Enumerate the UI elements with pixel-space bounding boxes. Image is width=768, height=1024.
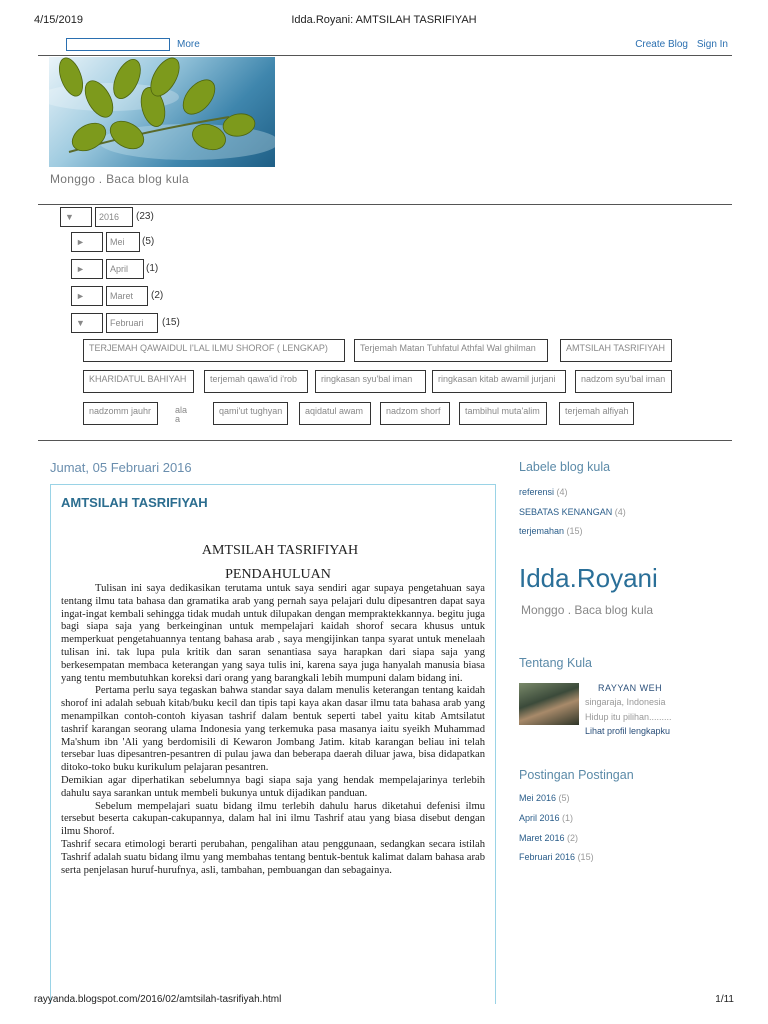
avatar[interactable] [519,683,579,725]
doc-title: AMTSILAH TASRIFIYAH [201,543,359,558]
year-toggle[interactable]: ▼ [60,207,92,227]
more-link[interactable]: More [177,39,200,50]
print-page-number: 1/11 [715,994,734,1005]
label-link[interactable]: referensi (4) [519,487,568,497]
archive-month-count: (1) [146,263,159,274]
archive-month-link[interactable]: April [106,259,144,279]
post-paragraph: Demikian agar diperhatikan sebelumnya bagi siapa saja yang hendak mempelajarinya terlebih dahulu saya sarankan untuk membeli bukunya untuk dijadikan panduan. [61,774,485,799]
print-title: Idda.Royani: AMTSILAH TASRIFIYAH [291,14,477,26]
archive-year-count: (23) [136,211,154,222]
archive-post-link[interactable]: nadzomm jauhr [83,402,158,425]
archive-heading: Postingan Postingan [519,768,634,782]
archive-post-link[interactable]: terjemah alfiyah [559,402,634,425]
month-toggle[interactable]: ▼ [71,313,103,333]
month-toggle[interactable]: ► [71,286,103,306]
archive-month-link[interactable]: Maret [106,286,148,306]
archive-post-link[interactable]: KHARIDATUL BAHIYAH [83,370,194,393]
create-blog-link[interactable]: Create Blog [635,39,688,50]
archive-post-link[interactable]: aqidatul awam [299,402,371,425]
print-date: 4/15/2019 [34,14,83,26]
sidebar-archive-link[interactable]: Februari 2016 (15) [519,852,594,862]
divider [38,204,732,205]
blogger-navbar [34,36,732,54]
header-leaf-image[interactable] [49,57,275,167]
doc-subtitle: PENDAHULUAN [225,567,331,582]
archive-post-link[interactable]: ala a [170,402,188,440]
sidebar-archive-link[interactable]: Maret 2016 (2) [519,833,579,843]
archive-post-link[interactable]: TERJEMAH QAWAIDUL I'LAL ILMU SHOROF ( LENGKAP) [83,339,345,362]
archive-post-link[interactable]: nadzom syu'bal iman [575,370,672,393]
blog-description: Monggo . Baca blog kula [521,603,654,617]
archive-post-link[interactable]: AMTSILAH TASRIFIYAH [560,339,672,362]
post-paragraph: Tashrif secara etimologi berarti perubahan, pengalihan atau penggunaan, sedangkan secara istilah Tashrif adalah suatu bidang ilmu yang membahas tentang bentuk-bentuk kalimat dalam bahasa arab serta penjelasan huruf-hurufnya, asli, tambahan, pembuangan dan sebagainya. [61,838,485,876]
month-toggle[interactable]: ► [71,232,103,252]
post-paragraph: Tulisan ini saya dedikasikan terutama untuk saya sendiri agar supaya pengetahuan saya tentang ilmu tata bahasa dan gramatika arab yang pernah saya pelajari dulu dipesantren dapat saya ingat-ingat kembali sehingga tidak mudah untuk dilupakan dengan mempraktekkannya. begitu juga bagi siapa saja yang berkeinginan untuk mempelajari kaidah shorof secara khusus untuk memperkuat pengetahuannya tentang bahasa arab , saya mengijinkan tanpa syarat untuk menelaah tulisan ini. tak lupa pula kritik dan saran senantiasa saya harapkan dari siapa saja yang berkesempatan membaca keterangan yang saya tulis ini, karena saya juga hanyalah manusia biasa yang tentu membutuhkan koreksi dari orang yang barangkali lebih mumpuni dalam bidang ini. [61,583,485,684]
profile-location: singaraja, Indonesia [585,697,666,707]
label-link[interactable]: terjemahan (15) [519,526,583,536]
header-description: Monggo . Baca blog kula [50,172,189,186]
profile-name[interactable]: RAYYAN WEH [598,683,663,693]
archive-month-count: (2) [151,290,164,301]
blog-title[interactable]: Idda.Royani [519,563,658,593]
divider [38,440,732,441]
sidebar-archive-link[interactable]: April 2016 (1) [519,813,574,823]
sign-in-link[interactable]: Sign In [696,39,728,50]
archive-month-link[interactable]: Februari [106,313,158,333]
search-input[interactable] [66,38,170,51]
profile-about: Hidup itu pilihan......... [585,712,672,722]
about-heading: Tentang Kula [519,656,592,670]
archive-post-link[interactable]: terjemah qawa'id i'rob [204,370,308,393]
label-link[interactable]: SEBATAS KENANGAN (4) [519,507,626,517]
profile-link[interactable]: Lihat profil lengkapku [585,726,671,736]
archive-post-link[interactable]: qami'ut tughyan [213,402,288,425]
archive-post-link[interactable]: ringkasan syu'bal iman [315,370,426,393]
archive-post-link[interactable]: ringkasan kitab awamil jurjani [432,370,566,393]
post-body [61,543,485,877]
post-paragraph: Sebelum mempelajari suatu bidang ilmu terlebih dahulu harus diketahui defenisi ilmu tersebut beserta cakupan-cakupannya, dalam hal ini ilmu Tashrif atau yang biasa disebut dengan ilmu Shorof. [61,800,485,838]
sidebar-archive-link[interactable]: Mei 2016 (5) [519,793,570,803]
archive-post-link[interactable]: nadzom shorf [380,402,450,425]
post-container [50,484,496,1004]
post-title[interactable]: AMTSILAH TASRIFIYAH [61,495,208,510]
archive-year-link[interactable]: 2016 [95,207,133,227]
archive-month-count: (15) [162,317,180,328]
leaf-illustration [49,57,275,167]
post-date-header: Jumat, 05 Februari 2016 [50,460,192,475]
print-url: rayyanda.blogspot.com/2016/02/amtsilah-tasrifiyah.html [34,994,282,1005]
archive-month-link[interactable]: Mei [106,232,140,252]
post-paragraph: Pertama perlu saya tegaskan bahwa standar saya dalam menulis keterangan tentang kaidah shorof ini adalah sebuah kitab/buku kecil dan tipis tapi kaya akan dasar ilmu tata bahasa arab yang menampilkan contoh-contoh kiyasan tashrif dalam bentuk seperti tabel yaitu kitab Amtsilatut tashrif karangan seorang ulama Indonesia yang terkemuka pasa masanya iaitu syeikh Muhammad Ma'shum ibn 'Ali yang berdomisili di Kewaron Jombang Jatim. kitab karangan beliau ini telah tersebar luas dipesantren-pesantren di pulau jawa dan beberapa daerah diluar jawa, bisa didapatkan ditoko-toko buku kurikulum pelajaran pesantren. [61,685,485,774]
archive-post-link[interactable]: tambihul muta'alim [459,402,547,425]
archive-post-link[interactable]: Terjemah Matan Tuhfatul Athfal Wal ghilman [354,339,548,362]
divider [38,55,732,56]
labels-heading: Labele blog kula [519,460,611,474]
archive-month-count: (5) [142,236,155,247]
month-toggle[interactable]: ► [71,259,103,279]
print-header [0,14,768,30]
